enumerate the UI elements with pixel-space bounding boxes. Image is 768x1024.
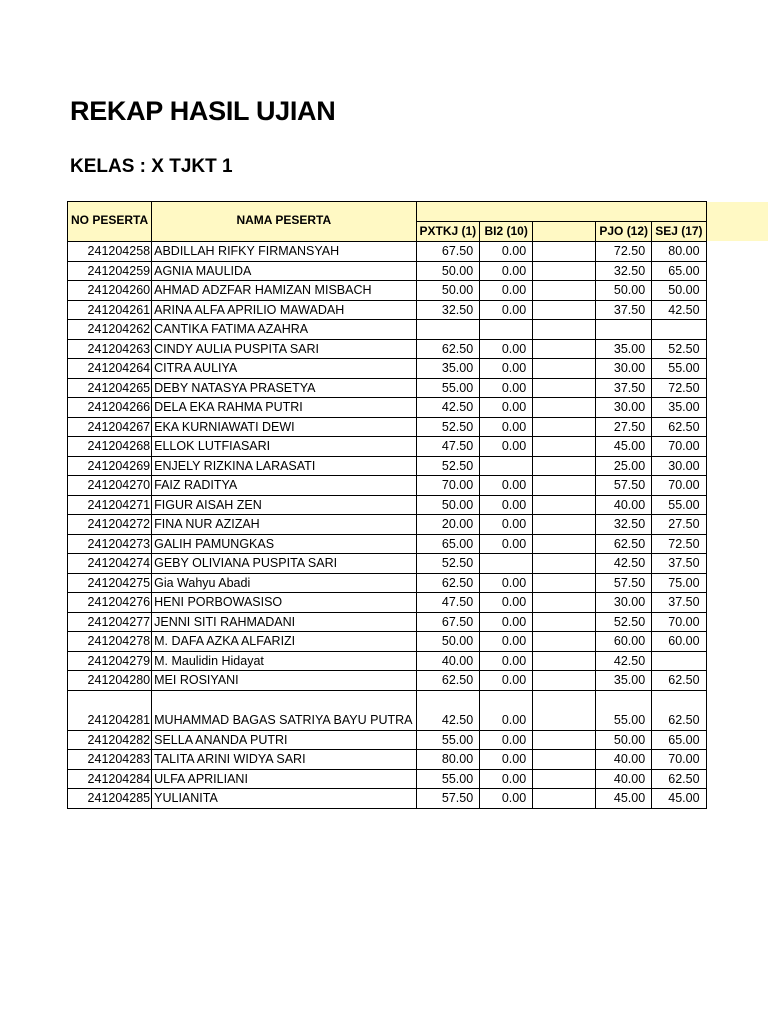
cell-nama-peserta: SELLA ANANDA PUTRI	[152, 730, 416, 750]
cell-sej: 62.50	[652, 769, 706, 789]
cell-no-peserta: 241204259	[68, 261, 152, 281]
cell-sej: 65.00	[652, 730, 706, 750]
cell-sej: 55.00	[652, 359, 706, 379]
cell-pjo: 32.50	[596, 261, 652, 281]
cell-pxtkj: 35.00	[416, 359, 480, 379]
table-row	[68, 515, 707, 535]
cell-bi2: 0.00	[480, 515, 533, 535]
table-row	[68, 242, 707, 262]
cell-no-peserta: 241204265	[68, 378, 152, 398]
table-row	[68, 378, 707, 398]
table-row	[68, 534, 707, 554]
cell-sej: 30.00	[652, 456, 706, 476]
cell-bi2: 0.00	[480, 769, 533, 789]
cell-no-peserta: 241204280	[68, 671, 152, 691]
cell-pjo: 45.00	[596, 437, 652, 457]
cell-pjo: 37.50	[596, 300, 652, 320]
results-table	[67, 201, 707, 809]
cell-sej: 52.50	[652, 339, 706, 359]
cell-pxtkj: 50.00	[416, 261, 480, 281]
cell-bi2: 0.00	[480, 534, 533, 554]
cell-nama-peserta: FINA NUR AZIZAH	[152, 515, 416, 535]
cell-no-peserta: 241204263	[68, 339, 152, 359]
cell-bi2: 0.00	[480, 612, 533, 632]
cell-pxtkj: 42.50	[416, 398, 480, 418]
cell-pjo: 62.50	[596, 534, 652, 554]
cell-no-peserta: 241204266	[68, 398, 152, 418]
cell-sej: 60.00	[652, 632, 706, 652]
cell-pxtkj: 55.00	[416, 730, 480, 750]
cell-nama-peserta: MUHAMMAD BAGAS SATRIYA BAYU PUTRA	[152, 690, 416, 730]
cell-nama-peserta: DELA EKA RAHMA PUTRI	[152, 398, 416, 418]
table-row	[68, 456, 707, 476]
cell-nama-peserta: CINDY AULIA PUSPITA SARI	[152, 339, 416, 359]
cell-sej: 72.50	[652, 534, 706, 554]
cell-sej: 27.50	[652, 515, 706, 535]
table-row	[68, 573, 707, 593]
cell-blank	[533, 378, 596, 398]
cell-no-peserta: 241204268	[68, 437, 152, 457]
cell-bi2: 0.00	[480, 671, 533, 691]
cell-sej: 42.50	[652, 300, 706, 320]
cell-bi2: 0.00	[480, 573, 533, 593]
header-bi2: BI2 (10)	[480, 222, 533, 242]
cell-bi2: 0.00	[480, 651, 533, 671]
cell-no-peserta: 241204269	[68, 456, 152, 476]
table-row	[68, 417, 707, 437]
cell-pxtkj: 40.00	[416, 651, 480, 671]
cell-sej: 70.00	[652, 476, 706, 496]
cell-nama-peserta: TALITA ARINI WIDYA SARI	[152, 750, 416, 770]
cell-nama-peserta: MEI ROSIYANI	[152, 671, 416, 691]
cell-blank	[533, 398, 596, 418]
cell-pjo: 40.00	[596, 495, 652, 515]
cell-sej: 62.50	[652, 671, 706, 691]
cell-blank	[533, 320, 596, 340]
cell-pxtkj: 65.00	[416, 534, 480, 554]
cell-pxtkj: 62.50	[416, 339, 480, 359]
cell-bi2	[480, 554, 533, 574]
cell-bi2: 0.00	[480, 437, 533, 457]
cell-pjo: 35.00	[596, 339, 652, 359]
cell-pjo: 57.50	[596, 476, 652, 496]
header-pjo: PJO (12)	[596, 222, 652, 242]
table-row	[68, 651, 707, 671]
cell-blank	[533, 750, 596, 770]
cell-blank	[533, 651, 596, 671]
cell-pjo: 50.00	[596, 730, 652, 750]
cell-pjo: 40.00	[596, 769, 652, 789]
cell-nama-peserta: M. Maulidin Hidayat	[152, 651, 416, 671]
cell-no-peserta: 241204271	[68, 495, 152, 515]
cell-bi2: 0.00	[480, 417, 533, 437]
header-sej: SEJ (17)	[652, 222, 706, 242]
table-row	[68, 398, 707, 418]
cell-sej	[652, 651, 706, 671]
cell-pxtkj: 47.50	[416, 437, 480, 457]
cell-pjo: 35.00	[596, 671, 652, 691]
header-nama-peserta: NAMA PESERTA	[152, 202, 416, 242]
cell-nama-peserta: M. DAFA AZKA ALFARIZI	[152, 632, 416, 652]
cell-no-peserta: 241204276	[68, 593, 152, 613]
cell-pjo: 30.00	[596, 398, 652, 418]
cell-blank	[533, 789, 596, 809]
cell-sej: 62.50	[652, 417, 706, 437]
cell-bi2: 0.00	[480, 632, 533, 652]
cell-pxtkj: 67.50	[416, 612, 480, 632]
cell-pxtkj: 50.00	[416, 632, 480, 652]
header-blank	[533, 222, 596, 242]
cell-bi2: 0.00	[480, 690, 533, 730]
table-row	[68, 789, 707, 809]
cell-no-peserta: 241204274	[68, 554, 152, 574]
table-row	[68, 495, 707, 515]
cell-no-peserta: 241204272	[68, 515, 152, 535]
cell-bi2: 0.00	[480, 359, 533, 379]
cell-blank	[533, 632, 596, 652]
cell-pxtkj: 57.50	[416, 789, 480, 809]
cell-nama-peserta: JENNI SITI RAHMADANI	[152, 612, 416, 632]
cell-nama-peserta: FAIZ RADITYA	[152, 476, 416, 496]
table-row	[68, 437, 707, 457]
cell-pxtkj: 47.50	[416, 593, 480, 613]
table-row	[68, 593, 707, 613]
table-row	[68, 261, 707, 281]
cell-bi2: 0.00	[480, 261, 533, 281]
cell-bi2	[480, 456, 533, 476]
cell-sej	[652, 320, 706, 340]
cell-pxtkj: 32.50	[416, 300, 480, 320]
header-row-top	[68, 202, 707, 222]
cell-blank	[533, 437, 596, 457]
cell-no-peserta: 241204279	[68, 651, 152, 671]
cell-nama-peserta: AHMAD ADZFAR HAMIZAN MISBACH	[152, 281, 416, 301]
cell-pjo: 55.00	[596, 690, 652, 730]
document-title: REKAP HASIL UJIAN	[70, 96, 336, 126]
cell-nama-peserta: DEBY NATASYA PRASETYA	[152, 378, 416, 398]
cell-pxtkj: 70.00	[416, 476, 480, 496]
cell-sej: 75.00	[652, 573, 706, 593]
cell-pjo: 27.50	[596, 417, 652, 437]
cell-sej: 37.50	[652, 554, 706, 574]
cell-blank	[533, 515, 596, 535]
cell-pjo: 25.00	[596, 456, 652, 476]
cell-pxtkj: 80.00	[416, 750, 480, 770]
table-row	[68, 632, 707, 652]
cell-pjo: 45.00	[596, 789, 652, 809]
cell-bi2: 0.00	[480, 378, 533, 398]
cell-pxtkj: 62.50	[416, 671, 480, 691]
cell-sej: 65.00	[652, 261, 706, 281]
cell-pjo: 40.00	[596, 750, 652, 770]
cell-pjo	[596, 320, 652, 340]
cell-blank	[533, 281, 596, 301]
cell-bi2: 0.00	[480, 339, 533, 359]
cell-no-peserta: 241204260	[68, 281, 152, 301]
cell-sej: 70.00	[652, 612, 706, 632]
cell-pxtkj: 52.50	[416, 456, 480, 476]
cell-bi2	[480, 320, 533, 340]
cell-pjo: 57.50	[596, 573, 652, 593]
table-row	[68, 320, 707, 340]
cell-no-peserta: 241204281	[68, 690, 152, 730]
cell-bi2: 0.00	[480, 495, 533, 515]
cell-bi2: 0.00	[480, 398, 533, 418]
cell-blank	[533, 612, 596, 632]
table-row	[68, 730, 707, 750]
table-row	[68, 612, 707, 632]
cell-nama-peserta: ARINA ALFA APRILIO MAWADAH	[152, 300, 416, 320]
cell-blank	[533, 573, 596, 593]
cell-pxtkj: 50.00	[416, 495, 480, 515]
cell-blank	[533, 456, 596, 476]
cell-sej: 80.00	[652, 242, 706, 262]
table-row	[68, 339, 707, 359]
cell-sej: 55.00	[652, 495, 706, 515]
cell-no-peserta: 241204270	[68, 476, 152, 496]
cell-pjo: 42.50	[596, 554, 652, 574]
cell-sej: 35.00	[652, 398, 706, 418]
cell-pjo: 32.50	[596, 515, 652, 535]
cell-pjo: 72.50	[596, 242, 652, 262]
cell-sej: 50.00	[652, 281, 706, 301]
cell-no-peserta: 241204275	[68, 573, 152, 593]
class-label: KELAS : X TJKT 1	[70, 156, 233, 177]
cell-pjo: 52.50	[596, 612, 652, 632]
cell-nama-peserta: ULFA APRILIANI	[152, 769, 416, 789]
cell-nama-peserta: AGNIA MAULIDA	[152, 261, 416, 281]
cell-no-peserta: 241204284	[68, 769, 152, 789]
table-row	[68, 554, 707, 574]
cell-pjo: 30.00	[596, 593, 652, 613]
cell-nama-peserta: CANTIKA FATIMA AZAHRA	[152, 320, 416, 340]
cell-pjo: 50.00	[596, 281, 652, 301]
header-pxtkj: PXTKJ (1)	[416, 222, 480, 242]
cell-bi2: 0.00	[480, 593, 533, 613]
cell-pxtkj: 55.00	[416, 378, 480, 398]
header-subjects-group	[416, 202, 706, 222]
cell-sej: 62.50	[652, 690, 706, 730]
cell-sej: 37.50	[652, 593, 706, 613]
cell-pxtkj: 62.50	[416, 573, 480, 593]
cell-pxtkj: 55.00	[416, 769, 480, 789]
cell-blank	[533, 300, 596, 320]
cell-bi2: 0.00	[480, 300, 533, 320]
cell-blank	[533, 730, 596, 750]
cell-no-peserta: 241204273	[68, 534, 152, 554]
cell-no-peserta: 241204277	[68, 612, 152, 632]
cell-pxtkj: 42.50	[416, 690, 480, 730]
cell-blank	[533, 554, 596, 574]
cell-nama-peserta: Gia Wahyu Abadi	[152, 573, 416, 593]
cell-no-peserta: 241204264	[68, 359, 152, 379]
cell-bi2: 0.00	[480, 789, 533, 809]
cell-blank	[533, 690, 596, 730]
cell-blank	[533, 242, 596, 262]
cell-no-peserta: 241204278	[68, 632, 152, 652]
cell-bi2: 0.00	[480, 730, 533, 750]
cell-nama-peserta: YULIANITA	[152, 789, 416, 809]
cell-nama-peserta: EKA KURNIAWATI DEWI	[152, 417, 416, 437]
table-row	[68, 750, 707, 770]
cell-pjo: 30.00	[596, 359, 652, 379]
cell-no-peserta: 241204285	[68, 789, 152, 809]
table-row	[68, 300, 707, 320]
cell-sej: 70.00	[652, 437, 706, 457]
cell-bi2: 0.00	[480, 281, 533, 301]
cell-nama-peserta: GALIH PAMUNGKAS	[152, 534, 416, 554]
cell-pjo: 42.50	[596, 651, 652, 671]
cell-bi2: 0.00	[480, 750, 533, 770]
cell-nama-peserta: FIGUR AISAH ZEN	[152, 495, 416, 515]
cell-blank	[533, 593, 596, 613]
cell-bi2: 0.00	[480, 476, 533, 496]
cell-nama-peserta: ENJELY RIZKINA LARASATI	[152, 456, 416, 476]
cell-nama-peserta: ABDILLAH RIFKY FIRMANSYAH	[152, 242, 416, 262]
cell-blank	[533, 476, 596, 496]
cell-no-peserta: 241204282	[68, 730, 152, 750]
cell-no-peserta: 241204258	[68, 242, 152, 262]
cell-nama-peserta: CITRA AULIYA	[152, 359, 416, 379]
cell-nama-peserta: ELLOK LUTFIASARI	[152, 437, 416, 457]
cell-blank	[533, 671, 596, 691]
cell-pxtkj	[416, 320, 480, 340]
cell-pjo: 60.00	[596, 632, 652, 652]
table-row	[68, 769, 707, 789]
cell-blank	[533, 261, 596, 281]
table-row	[68, 690, 707, 730]
cell-no-peserta: 241204262	[68, 320, 152, 340]
cell-blank	[533, 417, 596, 437]
table-row	[68, 476, 707, 496]
cell-nama-peserta: HENI PORBOWASISO	[152, 593, 416, 613]
cell-pxtkj: 67.50	[416, 242, 480, 262]
table-row	[68, 671, 707, 691]
table-row	[68, 359, 707, 379]
cell-no-peserta: 241204267	[68, 417, 152, 437]
cell-sej: 70.00	[652, 750, 706, 770]
cell-pjo: 37.50	[596, 378, 652, 398]
cell-blank	[533, 495, 596, 515]
cell-pxtkj: 52.50	[416, 554, 480, 574]
table-row	[68, 281, 707, 301]
cell-sej: 72.50	[652, 378, 706, 398]
cell-nama-peserta: GEBY OLIVIANA PUSPITA SARI	[152, 554, 416, 574]
cell-blank	[533, 769, 596, 789]
cell-pxtkj: 50.00	[416, 281, 480, 301]
cell-blank	[533, 359, 596, 379]
cell-blank	[533, 339, 596, 359]
cell-blank	[533, 534, 596, 554]
cell-sej: 45.00	[652, 789, 706, 809]
cell-bi2: 0.00	[480, 242, 533, 262]
cell-no-peserta: 241204261	[68, 300, 152, 320]
cell-pxtkj: 20.00	[416, 515, 480, 535]
header-no-peserta: NO PESERTA	[68, 202, 152, 242]
cell-pxtkj: 52.50	[416, 417, 480, 437]
cell-no-peserta: 241204283	[68, 750, 152, 770]
